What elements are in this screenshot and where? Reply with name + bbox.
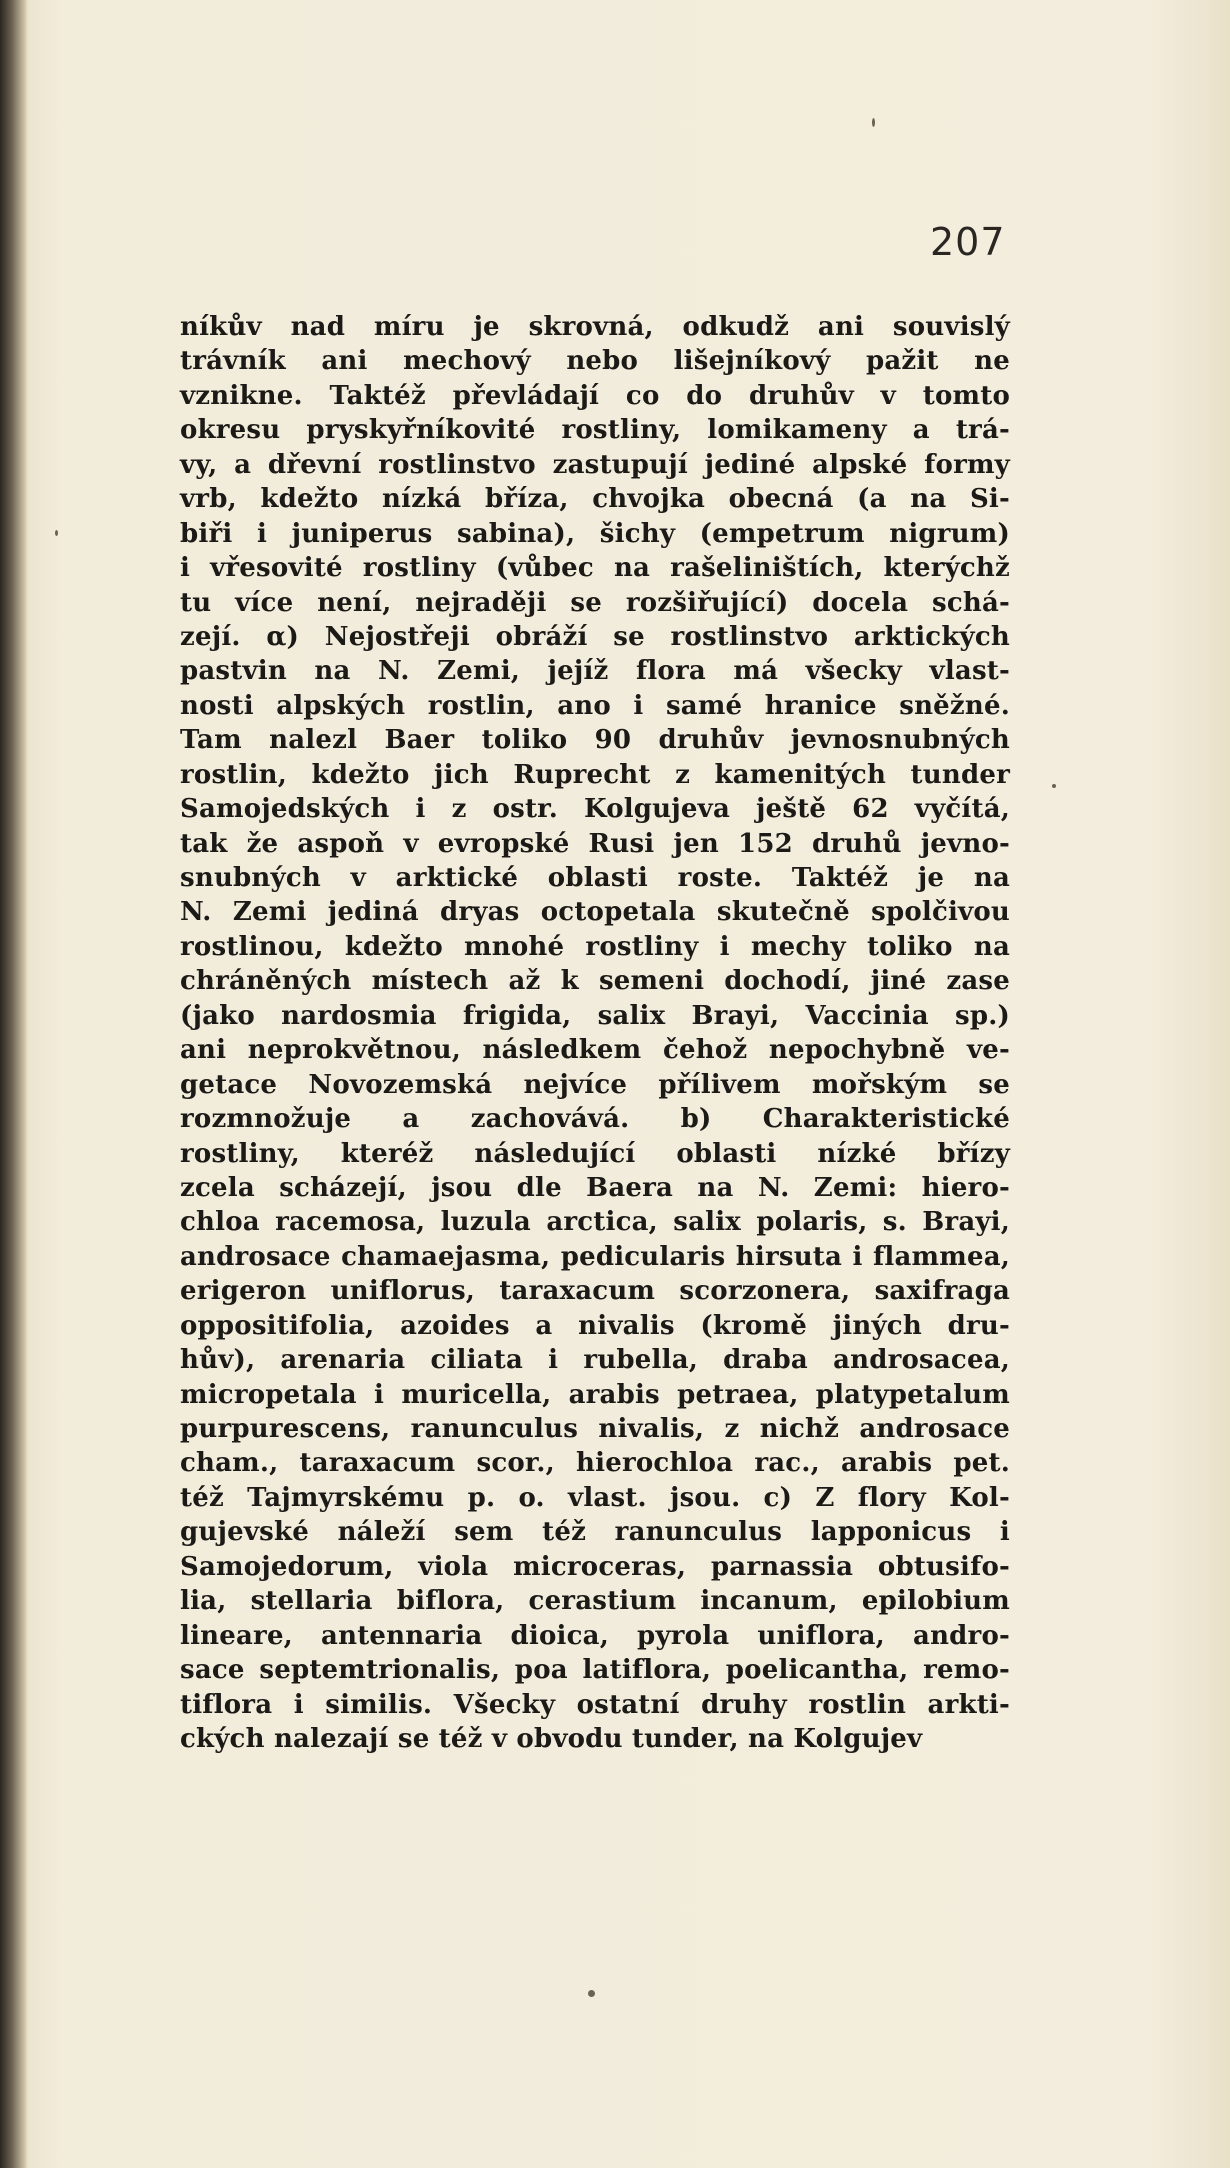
text-line: i vřesovité rostliny (vůbec na rašeliništích, kterýchž xyxy=(180,553,1010,584)
text-line: erigeron uniflorus, taraxacum scorzonera, saxifraga xyxy=(180,1276,1010,1307)
text-line: vy, a dřevní rostlinstvo zastupují jediné alpské formy xyxy=(180,449,1010,480)
text-line: biři i juniperus sabina), šichy (empetrum nigrum) xyxy=(180,518,1010,549)
text-line: chráněných místech až k semeni dochodí, jiné zase xyxy=(180,966,1010,997)
text-line: zcela scházejí, jsou dle Baera na N. Zemi: hiero- xyxy=(180,1172,1010,1203)
text-line: chloa racemosa, luzula arctica, salix polaris, s. Brayi, xyxy=(180,1207,1010,1238)
text-line: rostlin, kdežto jich Ruprecht z kamenitých tunder xyxy=(180,759,1010,790)
text-line: lineare, antennaria dioica, pyrola uniflora, andro- xyxy=(180,1620,1010,1651)
text-line: Samojedorum, viola microceras, parnassia obtusifo- xyxy=(180,1551,1010,1582)
text-line: též Tajmyrskému p. o. vlast. jsou. c) Z flory Kol- xyxy=(180,1482,1010,1513)
paper-speck xyxy=(872,118,875,127)
text-line: hův), arenaria ciliata i rubella, draba androsacea, xyxy=(180,1345,1010,1376)
text-line: tiflora i similis. Všecky ostatní druhy rostlin arkti- xyxy=(180,1689,1010,1720)
text-line: trávník ani mechový nebo lišejníkový pažit ne xyxy=(180,346,1010,377)
text-line: ani neprokvětnou, následkem čehož nepochybně ve- xyxy=(180,1035,1010,1066)
text-line: nosti alpských rostlin, ano i samé hranice sněžné. xyxy=(180,690,1010,721)
text-line: níkův nad míru je skrovná, odkudž ani souvislý xyxy=(180,312,1010,342)
text-line: N. Zemi jediná dryas octopetala skutečně spolčivou xyxy=(180,897,1010,928)
text-line: okresu pryskyřníkovité rostliny, lomikameny a trá- xyxy=(180,415,1010,446)
text-line: androsace chamaejasma, pedicularis hirsuta i flammea, xyxy=(180,1241,1010,1272)
text-line: getace Novozemská nejvíce přílivem mořským se xyxy=(180,1069,1010,1100)
text-line: snubných v arktické oblasti roste. Taktéž je na xyxy=(180,863,1010,893)
paper-speck xyxy=(55,530,58,536)
text-line: purpurescens, ranunculus nivalis, z nichž androsace xyxy=(180,1414,1010,1444)
text-line: rostliny, kteréž následující oblasti nízké břízy xyxy=(180,1138,1010,1169)
text-line: tu více není, nejraději se rozšiřující) docela schá- xyxy=(180,587,1010,618)
text-line: rozmnožuje a zachovává. b) Charakteristické xyxy=(180,1104,1010,1135)
text-line: vrb, kdežto nízká bříza, chvojka obecná (a na Si- xyxy=(180,484,1010,515)
text-line: (jako nardosmia frigida, salix Brayi, Vaccinia sp.) xyxy=(180,1000,1010,1031)
text-line: rostlinou, kdežto mnohé rostliny i mechy toliko na xyxy=(180,931,1010,962)
text-line: vznikne. Taktéž převládají co do druhův v tomto xyxy=(180,380,1010,411)
text-line: gujevské náleží sem též ranunculus lapponicus i xyxy=(180,1517,1010,1548)
text-line: Samojedských i z ostr. Kolgujeva ještě 62 vyčítá, xyxy=(180,794,1010,825)
body-text xyxy=(180,310,1010,1756)
text-line: tak že aspoň v evropské Rusi jen 152 druhů jevno- xyxy=(180,828,1010,859)
text-line: lia, stellaria biflora, cerastium incanum, epilobium xyxy=(180,1586,1010,1617)
text-line: micropetala i muricella, arabis petraea, platypetalum xyxy=(180,1379,1010,1410)
page-number: 207 xyxy=(930,220,1006,264)
text-line: oppositifolia, azoides a nivalis (kromě jiných dru- xyxy=(180,1310,1010,1341)
text-line: zejí. α) Nejostřeji obráží se rostlinstvo arktických xyxy=(180,621,1010,652)
text-line: cham., taraxacum scor., hierochloa rac., arabis pet. xyxy=(180,1448,1010,1479)
text-line: sace septemtrionalis, poa latiflora, poelicantha, remo- xyxy=(180,1655,1010,1686)
paper-speck xyxy=(1052,784,1056,788)
book-gutter xyxy=(0,0,28,2168)
text-line: ckých nalezají se též v obvodu tunder, na Kolgujev xyxy=(180,1723,923,1754)
text-line: pastvin na N. Zemi, jejíž flora má všecky vlast- xyxy=(180,656,1010,687)
text-line: Tam nalezl Baer toliko 90 druhův jevnosnubných xyxy=(180,725,1010,756)
paper-speck xyxy=(588,1990,595,1997)
